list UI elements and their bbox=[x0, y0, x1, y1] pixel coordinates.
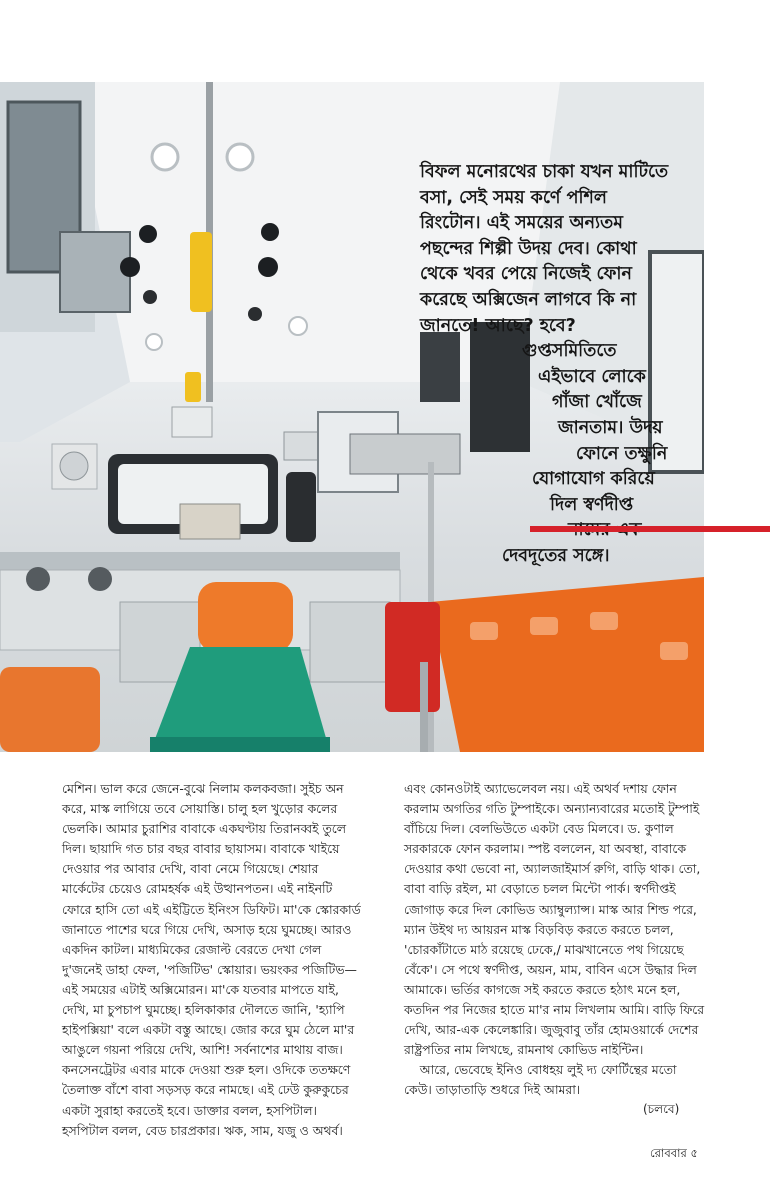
pull-quote bbox=[420, 160, 740, 570]
body-line: বাঁচিয়ে দিল। বেলভিউতে একটা বেড মিলবে। ড. কুণাল bbox=[404, 821, 674, 837]
body-line: করে, মাস্ক লাগিয়ে তবে সোয়াস্তি। চালু হল খুড়োর কলের bbox=[62, 801, 338, 817]
body-line: কেউ। তাড়াতাড়ি শুধরে দিই আমরা। bbox=[404, 1082, 581, 1098]
page-folio: রোববার ৫ bbox=[650, 1146, 698, 1160]
body-line: এবং কোনওটাই অ্যাভেলেবল নয়। এই অথর্ব দশায় ফোন bbox=[404, 781, 677, 796]
pull-quote-line: বসা, সেই সময় কর্ণে পশিল bbox=[420, 187, 607, 208]
body-line: সরকারকে ফোন করলাম। স্পষ্ট বললেন, যা অবস্থা, বাবাকে bbox=[404, 841, 687, 857]
body-line: এই সময়ের এটাই অক্সিমোরন। মা'কে যতবার মাপতে যাই, bbox=[62, 981, 339, 997]
body-line: দেওয়ার পর আবার দেখি, বাবা নেমে গিয়েছে। শেয়ার bbox=[62, 861, 319, 877]
body-line: দেখি, মা চুপচাপ ঘুমচ্ছে। হলিকাকার দৌলতে জানি, 'হ্যাপি bbox=[62, 1002, 345, 1018]
accent-rule bbox=[530, 526, 770, 532]
body-line: আঙুলে গয়না পরিয়ে দেখি, আশি! সর্বনাশের মাথায় বাজ। bbox=[62, 1042, 343, 1058]
body-line: ভেলকি। আমার চুরাশির বাবাকে একঘণ্টায় তিরানব্বই তুলে bbox=[62, 821, 346, 837]
pull-quote-line: গাঁজা খোঁজে bbox=[552, 392, 642, 413]
body-line: বেঁকে'। সে পথে স্বর্ণদীপ্ত, অয়ন, মাম, বাবিন এসে উদ্ধার দিল bbox=[404, 961, 697, 977]
body-line: দিল। ছায়াদি গত চার বছর বাবার ছায়াসম। বাবাকে খাইয়ে bbox=[62, 841, 340, 857]
body-line: কতদিন পর নিজের হাতে মা'র নাম লিখলাম আমি। বাড়ি ফিরে bbox=[404, 1002, 705, 1018]
pull-quote-line: জানতাম। উদয় bbox=[558, 417, 663, 438]
body-line: দেখি, আর-এক কেলেঙ্কারি। জুজুবাবু তাঁর হোমওয়ার্কে দেশের bbox=[404, 1022, 699, 1038]
body-line: করলাম অগতির গতি টুম্পাইকে। অন্যান্যবারের মতোই টুম্পাই bbox=[404, 801, 700, 817]
continued-label: (চলবে) bbox=[643, 1102, 680, 1116]
pull-quote-line: গুপ্তসমিতিতে bbox=[522, 341, 617, 362]
body-line: জোগাড় করে দিল কোভিড অ্যাম্বুল্যান্স। মাস্ক আর শিল্ড পরে, bbox=[404, 901, 697, 917]
body-line: হসপিটাল বলল, বেড চারপ্রকার। ঋক, সাম, যজু ও অথর্ব। bbox=[62, 1122, 343, 1138]
body-line: রাষ্ট্রপতির নাম লিখছে, রামনাথ কোভিড নাইন্টিন। bbox=[404, 1042, 644, 1058]
body-line: বাবা বাড়ি রইল, মা বেড়াতে চলল মিন্টো পার্ক। স্বর্ণদীপ্তই bbox=[404, 881, 676, 897]
pull-quote-line: ফোনে তক্ষুনি bbox=[576, 443, 668, 464]
pull-quote-line: এইভাবে লোকে bbox=[538, 366, 646, 387]
body-line: একটা সুরাহা করতেই হবে। ডাক্তার বলল, হসপিটাল। bbox=[62, 1102, 317, 1118]
pull-quote-line: দেবদূতের সঙ্গে। bbox=[502, 545, 610, 566]
pull-quote-line: করেছে অক্সিজেন লাগবে কি না bbox=[420, 289, 637, 310]
body-column-right bbox=[404, 779, 734, 1101]
body-line: ম্যান উইথ দ্য আয়রন মাস্ক বিড়বিড় করতে করতে চলল, bbox=[404, 921, 674, 937]
pull-quote-line: থেকে খবর পেয়ে নিজেই ফোন bbox=[420, 264, 632, 285]
body-line: জানাতে পাশের ঘরে গিয়ে দেখি, অসাড় হয়ে ঘুমচ্ছে। আরও bbox=[62, 921, 352, 937]
body-line: দু'জনেই ডাহা ফেল, 'পজিটিভ' স্কোয়ার। ভয়ংকর পজিটিভ— bbox=[62, 961, 357, 977]
body-line: আরে, ভেবেছে ইনিও বোধহয় লুই দ্য ফোর্টিন্থের মতো bbox=[404, 1062, 677, 1078]
body-line: একদিন কাটল। মাধ্যমিকের রেজাল্ট বেরতে দেখা গেল bbox=[62, 941, 322, 957]
pull-quote-line: বিফল মনোরথের চাকা যখন মাটিতে bbox=[420, 162, 669, 182]
pull-quote-line: জানতে! আছে? হবে? bbox=[420, 315, 576, 336]
body-line: হাইপক্সিয়া' বলে একটা বস্তু আছে। জোর করে ঘুম ঠেলে মা'র bbox=[62, 1022, 355, 1038]
pull-quote-line: পছন্দের শিল্পী উদয় দেব। কোথা bbox=[420, 238, 637, 259]
body-line: দেওয়ার কথা ভেবো না, অ্যালজাইমার্স রুগি, বাড়ি থাক। তো, bbox=[404, 861, 701, 877]
body-line: কনসেনট্রেটর এবার মাকে দেওয়া শুরু হল। ওদিকে ততক্ষণে bbox=[62, 1062, 351, 1078]
body-column-left bbox=[62, 779, 392, 1141]
body-line: আমাকে। ভর্তির কাগজে সই করতে করতে হঠাৎ মনে হল, bbox=[404, 981, 681, 997]
pull-quote-line: যোগাযোগ করিয়ে bbox=[532, 469, 655, 490]
pull-quote-line: রিংটোন। এই সময়ের অন্যতম bbox=[420, 213, 623, 234]
pull-quote-line: দিল স্বর্ণদীপ্ত bbox=[550, 494, 634, 515]
body-line: মার্কেটের চেয়েও রোমহর্ষক এই উত্থানপতন। এই নাইনটি bbox=[62, 881, 333, 897]
body-line: তৈলাক্ত বাঁশে বাবা সড়সড় করে নামছে। এই ঢেউ কুরুকুচের bbox=[62, 1082, 349, 1098]
body-line: ফোরে হাসি তো এই এইট্টিতে ইনিংস ডিফিট। মা'কে স্কোরকার্ড bbox=[62, 901, 361, 917]
body-line: 'চোরকাঁটাতে মাঠ রয়েছে ঢেকে,/ মাঝখানেতে পথ গিয়েছে bbox=[404, 941, 684, 957]
body-line: মেশিন। ভাল করে জেনে-বুঝে নিলাম কলকবজা। সুইচ অন bbox=[62, 781, 344, 796]
